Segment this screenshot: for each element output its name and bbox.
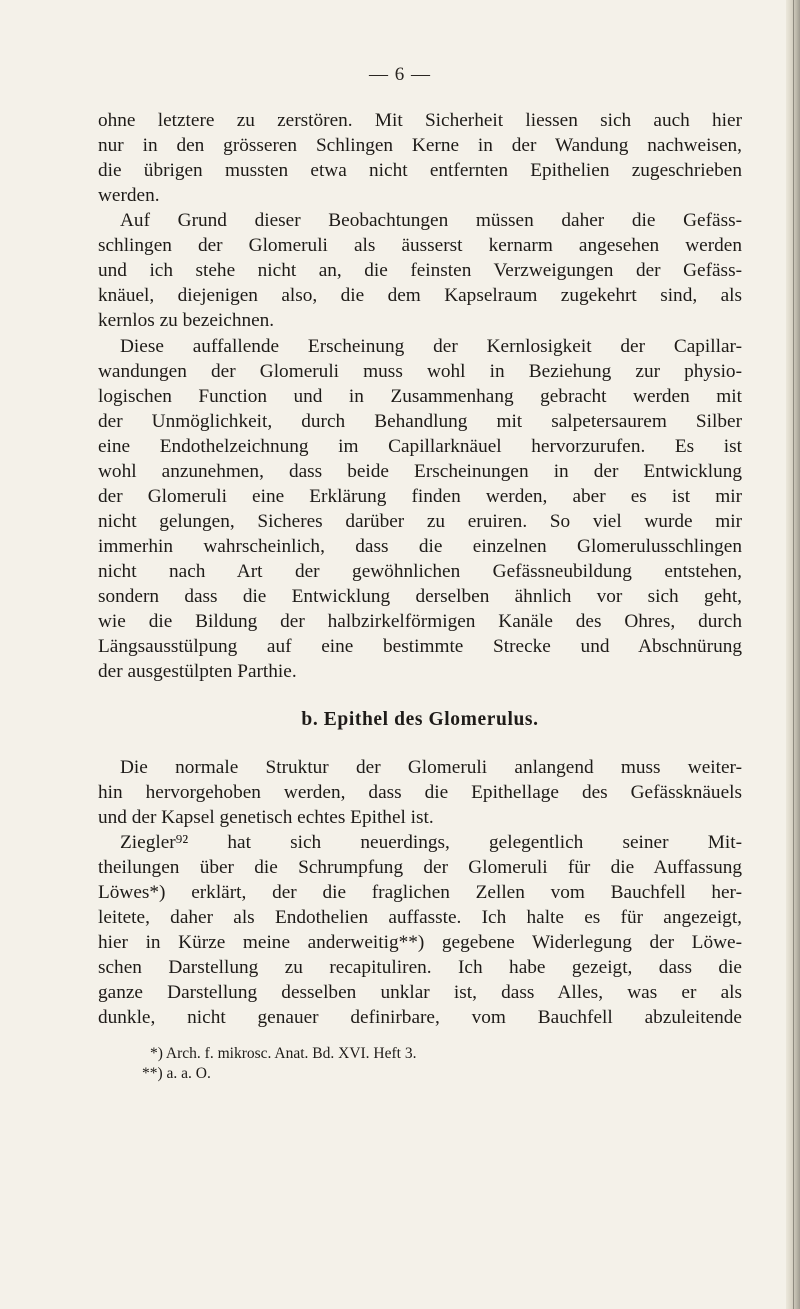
text-line: der Glomeruli eine Erklärung finden werden, aber es ist mir <box>98 486 742 507</box>
text-line: ohne letztere zu zerstören. Mit Sicherheit liessen sich auch hier <box>98 110 742 131</box>
text-line: hin hervorgehoben werden, dass die Epithellage des Gefässknäuels <box>98 782 742 803</box>
text-line: nicht nach Art der gewöhnlichen Gefässneubildung entstehen, <box>98 561 742 582</box>
page-edge-line <box>793 0 794 1309</box>
text-line: Längsausstülpung auf eine bestimmte Strecke und Abschnürung <box>98 636 742 657</box>
text-line: leitete, daher als Endothelien auffasste. Ich halte es für angezeigt, <box>98 907 742 928</box>
text-line: kernlos zu bezeichnen. <box>98 310 275 331</box>
text-line: dunkle, nicht genauer definirbare, vom Bauchfell abzuleitende <box>98 1007 742 1028</box>
text-line: Löwes*) erklärt, der die fraglichen Zellen vom Bauchfell her- <box>98 882 742 903</box>
text-line: wohl anzunehmen, dass beide Erscheinungen in der Entwicklung <box>98 461 742 482</box>
text-line: und ich stehe nicht an, die feinsten Verzweigungen der Gefäss- <box>98 260 742 281</box>
text-line: eine Endothelzeichnung im Capillarknäuel hervorzurufen. Es ist <box>98 436 742 457</box>
text-line: hier in Kürze meine anderweitig**) gegebene Widerlegung der Löwe- <box>98 932 742 953</box>
text-line: nur in den grösseren Schlingen Kerne in der Wandung nachweisen, <box>98 135 742 156</box>
text-line: der ausgestülpten Parthie. <box>98 661 297 682</box>
text-line: logischen Function und in Zusammenhang gebracht werden mit <box>98 386 742 407</box>
text-line: wie die Bildung der halbzirkelförmigen Kanäle des Ohres, durch <box>98 611 742 632</box>
text-line: schlingen der Glomeruli als äusserst kernarm angesehen werden <box>98 235 742 256</box>
text-line: und der Kapsel genetisch echtes Epithel ist. <box>98 807 434 828</box>
text-line: ganze Darstellung desselben unklar ist, dass Alles, was er als <box>98 982 742 1003</box>
text-line: Auf Grund dieser Beobachtungen müssen daher die Gefäss- <box>120 210 742 231</box>
text-line: sondern dass die Entwicklung derselben ähnlich vor sich geht, <box>98 586 742 607</box>
text-line: theilungen über die Schrumpfung der Glomeruli für die Auffassung <box>98 857 742 878</box>
text-line: Diese auffallende Erscheinung der Kernlosigkeit der Capillar- <box>120 336 742 357</box>
text-line: Die normale Struktur der Glomeruli anlangend muss weiter- <box>120 757 742 778</box>
text-line: Ziegler⁹² hat sich neuerdings, gelegentlich seiner Mit- <box>120 832 742 853</box>
text-line: knäuel, diejenigen also, die dem Kapselraum zugekehrt sind, als <box>98 285 742 306</box>
text-line: immerhin wahrscheinlich, dass die einzelnen Glomerulusschlingen <box>98 536 742 557</box>
text-line: schen Darstellung zu recapituliren. Ich habe gezeigt, dass die <box>98 957 742 978</box>
footnote: *) Arch. f. mikrosc. Anat. Bd. XVI. Heft 3. <box>150 1045 417 1062</box>
text-line: der Unmöglichkeit, durch Behandlung mit salpetersaurem Silber <box>98 411 742 432</box>
text-line: nicht gelungen, Sicheres darüber zu eruiren. So viel wurde mir <box>98 511 742 532</box>
footnote: **) a. a. O. <box>142 1065 211 1082</box>
text-line: die übrigen mussten etwa nicht entfernten Epithelien zugeschrieben <box>98 160 742 181</box>
text-line: wandungen der Glomeruli muss wohl in Beziehung zur physio- <box>98 361 742 382</box>
text-line: werden. <box>98 185 160 206</box>
section-heading: b. Epithel des Glomerulus. <box>301 709 539 730</box>
page-number: — 6 — <box>369 64 431 85</box>
